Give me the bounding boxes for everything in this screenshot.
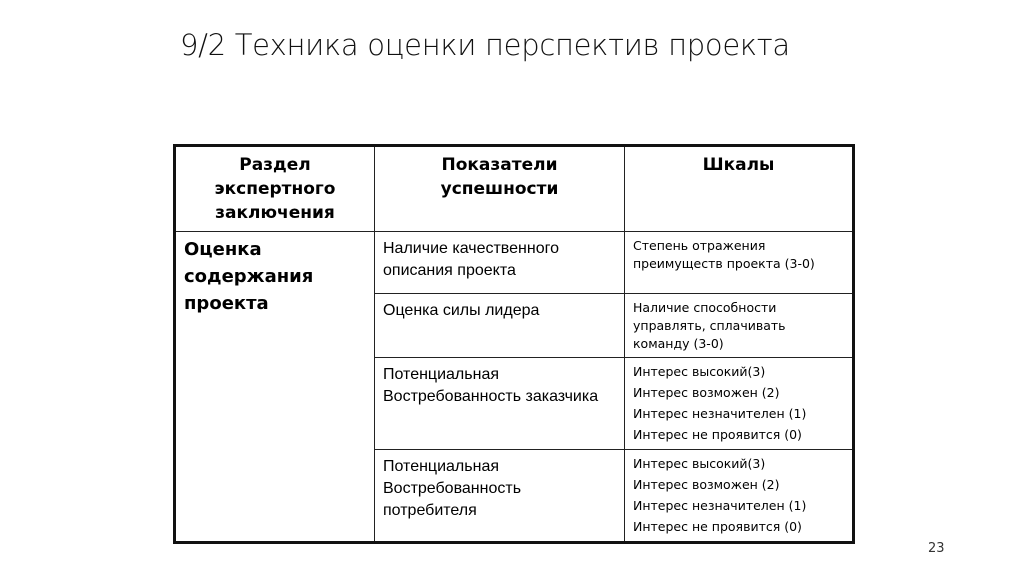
indicator-cell: Потенциальная Востребованность потребителя [375,450,625,543]
scale-item: Интерес не проявится (0) [633,427,802,442]
indicator-cell: Оценка силы лидера [375,294,625,358]
scale-cell: Степень отражения преимуществ проекта (3-0) [625,232,854,294]
header-indicators: Показатели успешности [375,146,625,232]
scale-cell: Наличие способности управлять, сплачивать команду (3-0) [625,294,854,358]
scale-cell [625,358,854,450]
scale-item: Интерес незначителен (1) [633,498,807,513]
header-scales: Шкалы [625,146,854,232]
section-cell: Оценка содержания проекта [175,232,375,543]
page-number: 23 [928,541,945,556]
scale-item: Интерес незначителен (1) [633,406,807,421]
scale-item: Интерес высокий(3) [633,364,766,379]
slide-title: 9/2 Техника оценки перспектив проекта [180,28,790,62]
scale-item: Интерес не проявится (0) [633,519,802,534]
evaluation-table [173,144,855,544]
header-row [175,146,854,232]
table-row [175,232,854,294]
header-section: Раздел экспертного заключения [175,146,375,232]
scale-item: Интерес возможен (2) [633,385,780,400]
scale-cell [625,450,854,543]
indicator-cell: Потенциальная Востребованность заказчика [375,358,625,450]
scale-item: Интерес возможен (2) [633,477,780,492]
scale-item: Интерес высокий(3) [633,456,766,471]
indicator-cell: Наличие качественного описания проекта [375,232,625,294]
